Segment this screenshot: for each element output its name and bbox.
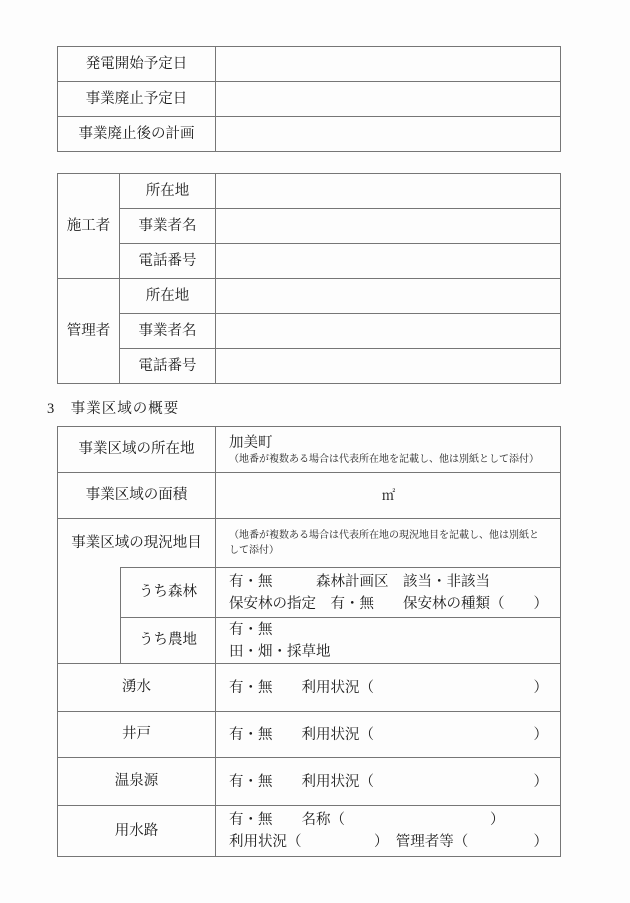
well-close-paren: ）	[533, 726, 548, 743]
label-manager-location: 所在地	[120, 279, 216, 314]
label-power-generation-start-date: 発電開始予定日	[58, 47, 216, 82]
table-row	[58, 568, 561, 618]
value-manager-location	[216, 279, 561, 314]
table-row	[58, 314, 561, 349]
label-hot-spring-source: 温泉源	[58, 758, 216, 806]
table-row	[58, 712, 561, 758]
label-business-closure-date: 事業廃止予定日	[58, 82, 216, 117]
waterway-line-1: 有・無 名称（ ）	[229, 812, 505, 828]
table-row	[58, 117, 561, 152]
value-hot-spring-source	[216, 758, 561, 806]
table-row	[58, 473, 561, 519]
value-manager-phone	[216, 349, 561, 384]
group-label-manager: 管理者	[58, 279, 120, 384]
hot-spring-close-paren: ）	[533, 773, 548, 790]
waterway-line-2-close-paren: ）	[533, 834, 548, 850]
label-manager-phone: 電話番号	[120, 349, 216, 384]
label-contractor-location: 所在地	[120, 174, 216, 209]
label-spring-water: 湧水	[58, 664, 216, 712]
location-value-text: 加美町	[229, 434, 273, 451]
label-forest-portion: うち森林	[121, 568, 216, 618]
table-row	[58, 209, 561, 244]
value-current-land-category	[216, 519, 561, 568]
forest-line-2-text: 保安林の指定 有・無 保安林の種類（	[229, 595, 505, 612]
value-spring-water	[216, 664, 561, 712]
label-post-closure-plan: 事業廃止後の計画	[58, 117, 216, 152]
well-text: 有・無 利用状況（	[229, 726, 374, 743]
value-project-area-size-unit: ㎡	[216, 473, 561, 519]
value-power-generation-start-date	[216, 47, 561, 82]
label-project-area-size: 事業区域の面積	[58, 473, 216, 519]
farmland-line-1: 有・無	[229, 621, 273, 638]
table-row	[58, 47, 561, 82]
spring-water-close-paren: ）	[533, 679, 548, 696]
land-category-note: （地番が複数ある場合は代表所在地の現況地目を記載し、他は別紙として添付）	[229, 530, 539, 556]
land-category-spacer-cell	[58, 618, 121, 664]
table-row	[58, 664, 561, 712]
value-business-closure-date	[216, 82, 561, 117]
group-label-contractor: 施工者	[58, 174, 120, 279]
forest-line-2-close-paren: ）	[533, 595, 548, 612]
value-contractor-phone	[216, 244, 561, 279]
table-row	[58, 806, 561, 857]
contractor-manager-table	[57, 173, 561, 384]
label-contractor-company-name: 事業者名	[120, 209, 216, 244]
label-current-land-category: 事業区域の現況地目	[58, 519, 216, 568]
value-contractor-company-name	[216, 209, 561, 244]
project-area-table	[57, 426, 561, 857]
value-well	[216, 712, 561, 758]
spring-water-line	[229, 677, 548, 699]
forest-line-2	[229, 593, 548, 615]
table-row	[58, 427, 561, 473]
schedule-table	[57, 46, 561, 152]
location-note: （地番が複数ある場合は代表所在地を記載し、他は別紙として添付）	[229, 454, 539, 466]
forest-line-1: 有・無 森林計画区 該当・非該当	[229, 573, 490, 590]
table-row	[58, 174, 561, 209]
value-farmland-portion	[216, 618, 561, 664]
value-waterway	[216, 806, 561, 857]
label-farmland-portion: うち農地	[121, 618, 216, 664]
land-category-spacer-cell	[58, 568, 121, 618]
table-row	[58, 349, 561, 384]
label-project-area-location: 事業区域の所在地	[58, 427, 216, 473]
label-manager-company-name: 事業者名	[120, 314, 216, 349]
value-manager-company-name	[216, 314, 561, 349]
table-row	[58, 758, 561, 806]
spring-water-text: 有・無 利用状況（	[229, 679, 374, 696]
hot-spring-text: 有・無 利用状況（	[229, 773, 374, 790]
value-project-area-location	[216, 427, 561, 473]
label-well: 井戸	[58, 712, 216, 758]
table-row	[58, 618, 561, 664]
table-row	[58, 279, 561, 314]
value-post-closure-plan	[216, 117, 561, 152]
table-row	[58, 519, 561, 568]
waterway-line-2-text: 利用状況（ ） 管理者等（	[229, 834, 469, 850]
value-contractor-location	[216, 174, 561, 209]
hot-spring-line	[229, 771, 548, 793]
value-forest-portion	[216, 568, 561, 618]
section-heading: 3 事業区域の概要	[47, 401, 180, 417]
label-waterway: 用水路	[58, 806, 216, 857]
well-line	[229, 724, 548, 746]
table-row	[58, 244, 561, 279]
table-row	[58, 82, 561, 117]
farmland-line-2: 田・畑・採草地	[229, 643, 331, 660]
label-contractor-phone: 電話番号	[120, 244, 216, 279]
waterway-line-2	[229, 831, 548, 853]
